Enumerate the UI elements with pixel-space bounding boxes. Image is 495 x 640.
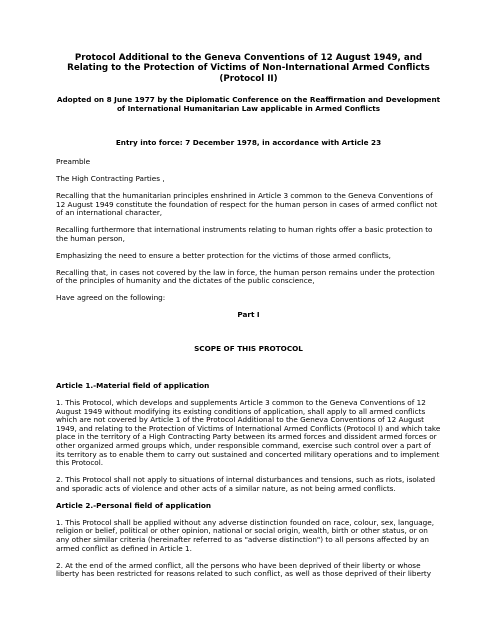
preamble-parties: The High Contracting Parties , <box>56 173 165 183</box>
article-2-paragraph-2: 2. At the end of the armed conflict, all the persons who have been deprived of their liberty or whose liberty has been restricted for reasons related to such conflict, as well as those deprived of their liberty <box>56 560 432 579</box>
article-2-heading: Article 2.-Personal field of application <box>56 500 212 510</box>
part-label: Part I <box>237 309 260 319</box>
article-1-heading: Article 1.-Material field of application <box>56 381 210 391</box>
article-1-paragraph-1: 1. This Protocol, which develops and supplements Article 3 common to the Geneva Conventions of 12 August 1949 without modifying its existing conditions of application, shall apply to all armed conflicts which are not covered by Article 1 of the Protocol Additional to the Geneva Conventions of 12 August 1949, and relating to the Protection of Victims of International Armed Conflicts (Protocol I) and which take place in the territory of a High Contracting Party between its armed forces and dissident armed forces or other organized armed groups which, under responsible command, exercise such control over a part of its territory as to enable them to carry out sustained and concerted military operations and to implement this Protocol. <box>56 398 441 468</box>
preamble-recital-2: Recalling furthermore that international instruments relating to human rights offer a basic protection to the human person, <box>56 225 433 243</box>
article-2-paragraph-1: 1. This Protocol shall be applied without any adverse distinction founded on race, colour, sex, language, religion or belief, political or other opinion, national or social origin, wealth, birth or other status, or on any other similar criteria (hereinafter referred to as "adverse distinction") to all persons affected by an armed conflict as defined in Article 1. <box>56 517 435 553</box>
adoption-statement: Adopted on 8 June 1977 by the Diplomatic Conference on the Reaffirmation and Development of International Humanitarian Law applicable in Armed Conflicts <box>56 95 441 113</box>
preamble-label: Preamble <box>56 157 91 166</box>
preamble-recital-1: Recalling that the humanitarian principles enshrined in Article 3 common to the Geneva Conventions of 12 August 1949 constitute the foundation of respect for the human person in cases of armed conflict not of an international character, <box>56 190 438 218</box>
preamble-agreed: Have agreed on the following: <box>56 293 166 303</box>
article-1-paragraph-2: 2. This Protocol shall not apply to situations of internal disturbances and tensions, such as riots, isolated and sporadic acts of violence and other acts of a similar nature, as not being armed conflicts. <box>56 475 436 493</box>
preamble-recital-3: Emphasizing the need to ensure a better protection for the victims of those armed conflicts, <box>56 250 391 260</box>
preamble-recital-4: Recalling that, in cases not covered by the law in force, the human person remains under the protection of the principles of humanity and the dictates of the public conscience, <box>56 267 435 286</box>
entry-into-force: Entry into force: 7 December 1978, in accordance with Article 23 <box>115 138 382 148</box>
part-title: SCOPE OF THIS PROTOCOL <box>194 344 303 354</box>
document-body <box>56 53 441 587</box>
document-title: Protocol Additional to the Geneva Conventions of 12 August 1949, and Relating to the Protection of Victims of Non-International Armed Conflicts (Protocol II) <box>67 53 430 84</box>
